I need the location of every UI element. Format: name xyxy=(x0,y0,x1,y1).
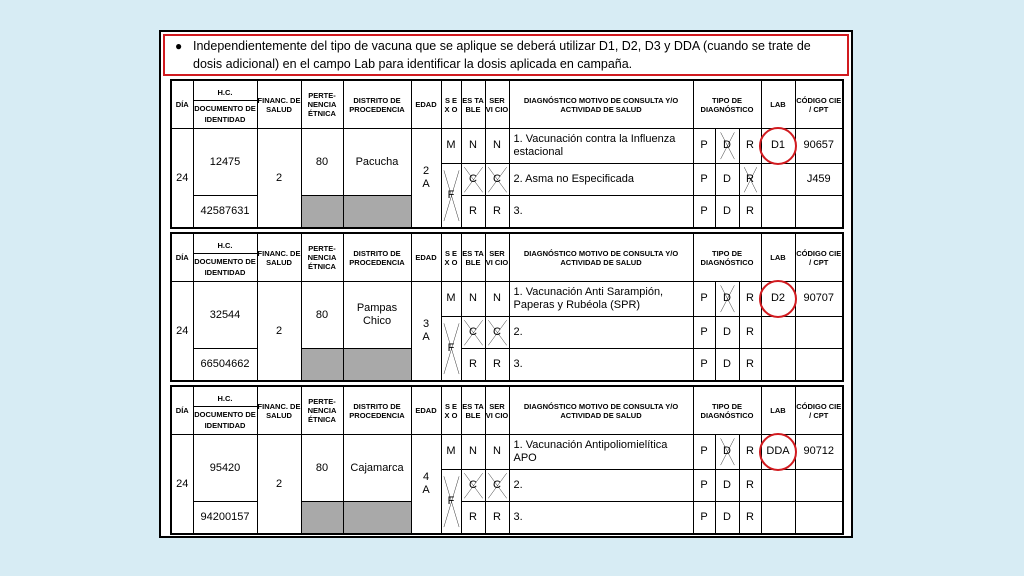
header-establ: ES TA BLE xyxy=(461,233,485,282)
cell-edad: 4 A xyxy=(411,435,441,534)
header-edad: EDAD xyxy=(411,80,441,129)
header-codigo: CÓDIGO CIE / CPT xyxy=(795,233,843,282)
cell-tipo-d-1: D xyxy=(715,435,739,469)
cell-serv-c: C xyxy=(485,469,509,501)
cell-edad: 2 A xyxy=(411,129,441,228)
cell-code-2 xyxy=(795,469,843,501)
cell-tipo-r-1: R xyxy=(739,282,761,316)
cell-sexo-m: M xyxy=(441,435,461,469)
cell-doc: 94200157 xyxy=(193,502,257,534)
cell-sexo-f: F xyxy=(441,469,461,534)
cell-diag-3: 3. xyxy=(509,502,693,534)
cell-tipo-d-3: D xyxy=(715,349,739,381)
header-pertenencia: PERTE-NENCIA ÉTNICA xyxy=(301,233,343,282)
cell-diag-1: 1. Vacunación Anti Sarampión, Paperas y Rubéola (SPR) xyxy=(509,282,693,316)
cell-financ: 2 xyxy=(257,435,301,534)
cell-establ-n: N xyxy=(461,129,485,163)
cell-tipo-p-1: P xyxy=(693,435,715,469)
header-pertenencia: PERTE-NENCIA ÉTNICA xyxy=(301,386,343,435)
cell-tipo-r-2: R xyxy=(739,469,761,501)
cell-lab: D2 xyxy=(761,282,795,316)
cell-diag-3: 3. xyxy=(509,349,693,381)
cell-tipo-p-2: P xyxy=(693,316,715,348)
cell-distrito: Pacucha xyxy=(343,129,411,196)
cell-distrito: Cajamarca xyxy=(343,435,411,502)
cell-serv-c: C xyxy=(485,316,509,348)
header-dia: DÍA xyxy=(171,386,193,435)
header-financ: FINANC. DE SALUD xyxy=(257,386,301,435)
header-servicio: SER VI CIO xyxy=(485,386,509,435)
cell-dia: 24 xyxy=(171,282,193,381)
cell-distrito: Pampas Chico xyxy=(343,282,411,349)
cell-dia: 24 xyxy=(171,435,193,534)
document-page xyxy=(159,30,853,538)
cell-pertenencia: 80 xyxy=(301,129,343,196)
cell-establ-r: R xyxy=(461,196,485,228)
header-distrito: DISTRITO DE PROCEDENCIA xyxy=(343,386,411,435)
header-lab: LAB xyxy=(761,80,795,129)
header-servicio: SER VI CIO xyxy=(485,80,509,129)
cell-tipo-d-3: D xyxy=(715,502,739,534)
cell-diag-2: 2. Asma no Especificada xyxy=(509,163,693,195)
cell-tipo-r-1: R xyxy=(739,129,761,163)
cell-serv-r: R xyxy=(485,196,509,228)
cell-tipo-r-3: R xyxy=(739,349,761,381)
cell-financ: 2 xyxy=(257,282,301,381)
cell-diag-2: 2. xyxy=(509,469,693,501)
cell-lab-2 xyxy=(761,163,795,195)
cell-pertenencia: 80 xyxy=(301,282,343,349)
cell-lab-2 xyxy=(761,316,795,348)
cell-tipo-r-2: R xyxy=(739,316,761,348)
cell-code-2: J459 xyxy=(795,163,843,195)
cell-code-3 xyxy=(795,196,843,228)
cell-lab: DDA xyxy=(761,435,795,469)
cell-tipo-d-1: D xyxy=(715,282,739,316)
cell-tipo-p-1: P xyxy=(693,282,715,316)
cell-tipo-r-3: R xyxy=(739,502,761,534)
header-financ: FINANC. DE SALUD xyxy=(257,233,301,282)
bullet-icon: ● xyxy=(175,39,183,53)
cell-distrito-shade xyxy=(343,196,411,228)
patient-record-3 xyxy=(170,385,842,535)
cell-serv-n: N xyxy=(485,129,509,163)
cell-lab: D1 xyxy=(761,129,795,163)
header-financ: FINANC. DE SALUD xyxy=(257,80,301,129)
header-pertenencia: PERTE-NENCIA ÉTNICA xyxy=(301,80,343,129)
patient-record-2 xyxy=(170,232,842,382)
cell-doc: 42587631 xyxy=(193,196,257,228)
cell-serv-n: N xyxy=(485,435,509,469)
instruction-note xyxy=(163,34,849,76)
header-codigo: CÓDIGO CIE / CPT xyxy=(795,80,843,129)
cell-code-3 xyxy=(795,349,843,381)
header-edad: EDAD xyxy=(411,386,441,435)
cell-serv-r: R xyxy=(485,349,509,381)
cell-lab-3 xyxy=(761,502,795,534)
cell-code-1: 90657 xyxy=(795,129,843,163)
header-servicio: SER VI CIO xyxy=(485,233,509,282)
cell-tipo-d-2: D xyxy=(715,469,739,501)
cell-pertenencia-shade xyxy=(301,349,343,381)
header-hc-doc: H.C. DOCUMENTO DE IDENTIDAD xyxy=(193,386,257,435)
cell-tipo-r-3: R xyxy=(739,196,761,228)
cell-serv-c: C xyxy=(485,163,509,195)
cell-edad: 3 A xyxy=(411,282,441,381)
header-dia: DÍA xyxy=(171,233,193,282)
cell-serv-r: R xyxy=(485,502,509,534)
cell-lab-3 xyxy=(761,349,795,381)
cell-establ-r: R xyxy=(461,502,485,534)
cell-establ-c: C xyxy=(461,163,485,195)
header-hc-doc: H.C. DOCUMENTO DE IDENTIDAD xyxy=(193,233,257,282)
cell-establ-c: C xyxy=(461,316,485,348)
header-sexo: S E X O xyxy=(441,386,461,435)
note-text: Independientemente del tipo de vacuna que se aplique se deberá utilizar D1, D2, D3 y DDA (cuando se trate de dosis adicional) en el campo Lab para identificar la dosis aplicada en campaña. xyxy=(193,39,811,71)
cell-serv-n: N xyxy=(485,282,509,316)
cell-tipo-p-2: P xyxy=(693,469,715,501)
header-lab: LAB xyxy=(761,386,795,435)
cell-tipo-d-1: D xyxy=(715,129,739,163)
cell-tipo-r-1: R xyxy=(739,435,761,469)
cell-diag-1: 1. Vacunación contra la Influenza estacional xyxy=(509,129,693,163)
header-diagnostico: DIAGNÓSTICO MOTIVO DE CONSULTA Y/O ACTIVIDAD DE SALUD xyxy=(509,80,693,129)
cell-lab-3 xyxy=(761,196,795,228)
cell-pertenencia: 80 xyxy=(301,435,343,502)
cell-diag-1: 1. Vacunación Antipoliomielítica APO xyxy=(509,435,693,469)
cell-establ-n: N xyxy=(461,435,485,469)
cell-code-2 xyxy=(795,316,843,348)
header-diagnostico: DIAGNÓSTICO MOTIVO DE CONSULTA Y/O ACTIVIDAD DE SALUD xyxy=(509,386,693,435)
cell-sexo-f: F xyxy=(441,163,461,228)
header-tipo: TIPO DE DIAGNÓSTICO xyxy=(693,80,761,129)
header-tipo: TIPO DE DIAGNÓSTICO xyxy=(693,386,761,435)
header-hc-doc: H.C. DOCUMENTO DE IDENTIDAD xyxy=(193,80,257,129)
patient-record-1 xyxy=(170,79,842,229)
cell-pertenencia-shade xyxy=(301,196,343,228)
cell-pertenencia-shade xyxy=(301,502,343,534)
cell-lab-2 xyxy=(761,469,795,501)
header-distrito: DISTRITO DE PROCEDENCIA xyxy=(343,80,411,129)
cell-financ: 2 xyxy=(257,129,301,228)
cell-diag-2: 2. xyxy=(509,316,693,348)
cell-hc: 32544 xyxy=(193,282,257,349)
cell-code-3 xyxy=(795,502,843,534)
header-lab: LAB xyxy=(761,233,795,282)
cell-diag-3: 3. xyxy=(509,196,693,228)
cell-code-1: 90712 xyxy=(795,435,843,469)
cell-sexo-m: M xyxy=(441,129,461,163)
header-establ: ES TA BLE xyxy=(461,80,485,129)
header-distrito: DISTRITO DE PROCEDENCIA xyxy=(343,233,411,282)
cell-dia: 24 xyxy=(171,129,193,228)
cell-distrito-shade xyxy=(343,349,411,381)
header-tipo: TIPO DE DIAGNÓSTICO xyxy=(693,233,761,282)
cell-tipo-p-3: P xyxy=(693,349,715,381)
header-edad: EDAD xyxy=(411,233,441,282)
cell-tipo-d-2: D xyxy=(715,163,739,195)
header-establ: ES TA BLE xyxy=(461,386,485,435)
cell-doc: 66504662 xyxy=(193,349,257,381)
cell-hc: 12475 xyxy=(193,129,257,196)
header-sexo: S E X O xyxy=(441,80,461,129)
header-sexo: S E X O xyxy=(441,233,461,282)
cell-code-1: 90707 xyxy=(795,282,843,316)
header-dia: DÍA xyxy=(171,80,193,129)
cell-tipo-p-3: P xyxy=(693,196,715,228)
cell-establ-n: N xyxy=(461,282,485,316)
cell-hc: 95420 xyxy=(193,435,257,502)
cell-tipo-p-3: P xyxy=(693,502,715,534)
cell-establ-c: C xyxy=(461,469,485,501)
cell-tipo-p-1: P xyxy=(693,129,715,163)
cell-tipo-d-2: D xyxy=(715,316,739,348)
header-codigo: CÓDIGO CIE / CPT xyxy=(795,386,843,435)
cell-sexo-m: M xyxy=(441,282,461,316)
cell-establ-r: R xyxy=(461,349,485,381)
cell-tipo-r-2: R xyxy=(739,163,761,195)
header-diagnostico: DIAGNÓSTICO MOTIVO DE CONSULTA Y/O ACTIVIDAD DE SALUD xyxy=(509,233,693,282)
cell-tipo-d-3: D xyxy=(715,196,739,228)
cell-sexo-f: F xyxy=(441,316,461,381)
cell-tipo-p-2: P xyxy=(693,163,715,195)
cell-distrito-shade xyxy=(343,502,411,534)
